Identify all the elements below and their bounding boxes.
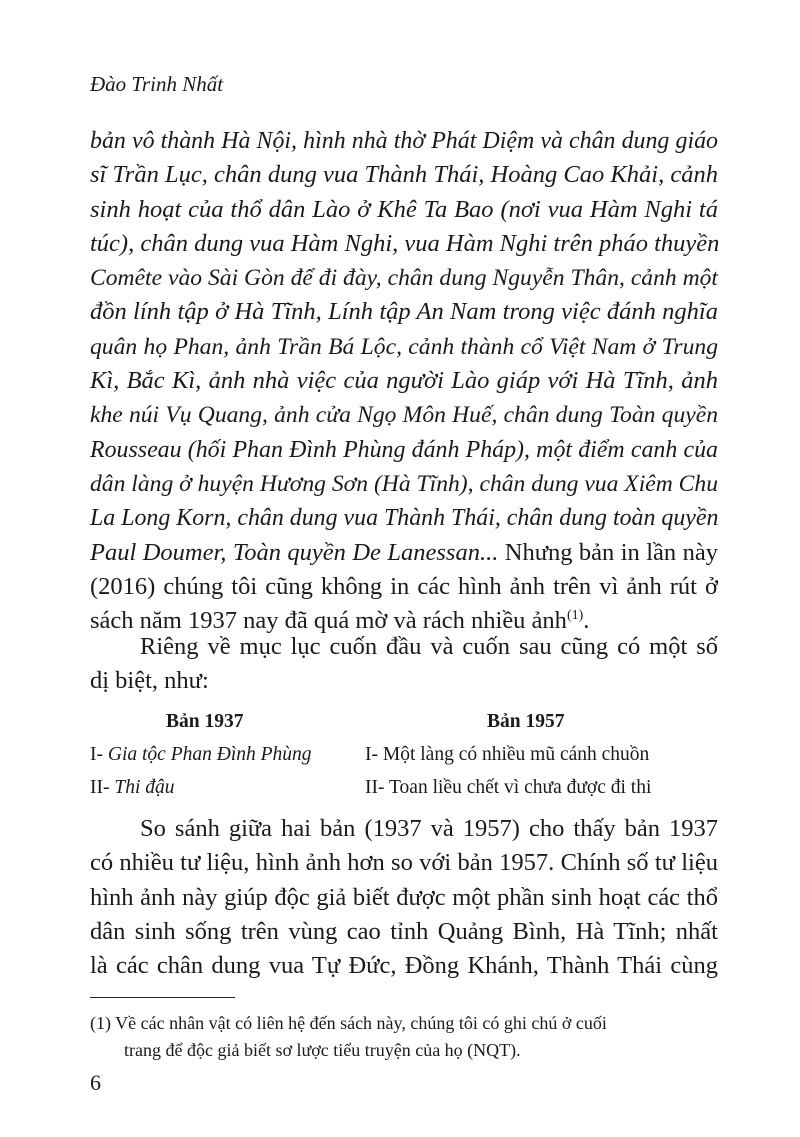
text-line: túc), chân dung vua Hàm Nghi, vua Hàm Nghi trên pháo thuyền	[90, 229, 720, 257]
chapter-title: Thi đậu	[114, 777, 175, 798]
text-line: bản vô thành Hà Nội, hình nhà thờ Phát Diệm và chân dung giáo	[90, 128, 718, 154]
text-line-mixed	[90, 536, 718, 570]
cell-1937	[90, 771, 365, 804]
text-line: có nhiều tư liệu, hình ảnh hơn so với bản 1957. Chính số tư liệu	[90, 849, 718, 877]
text-line: Rousseau (hối Phan Đình Phùng đánh Pháp), một điểm canh của	[90, 436, 718, 463]
footnote	[90, 1010, 730, 1064]
text-line: sĩ Trần Lục, chân dung vua Thành Thái, Hoàng Cao Khải, cảnh	[90, 161, 718, 189]
text-line: hình ảnh này giúp độc giả biết được một phần sinh hoạt các thổ	[90, 883, 718, 911]
comparison-table	[90, 705, 730, 804]
footnote-reference: (1)	[566, 608, 584, 623]
text-line: dân sinh sống trên vùng cao tỉnh Quảng Bình, Hà Tĩnh; nhất	[90, 917, 718, 945]
cell-1937	[90, 738, 365, 771]
paragraph-toc-difference	[90, 630, 718, 699]
chapter-number: II-	[90, 777, 115, 798]
text-line: Riêng về mục lục cuốn đầu và cuốn sau cũng có một số	[140, 633, 718, 660]
text-line: La Long Korn, chân dung vua Thành Thái, chân dung toàn quyền	[90, 505, 719, 532]
text-line: là các chân dung vua Tự Đức, Đồng Khánh, Thành Thái cùng	[90, 952, 718, 980]
text-line: đồn lính tập ở Hà Tĩnh, Lính tập An Nam trong việc đánh nghĩa	[90, 298, 718, 326]
footnote-line: trang để độc giả biết sơ lược tiểu truyện của họ (NQT).	[124, 1040, 521, 1060]
footnote-line	[90, 1010, 730, 1037]
text-line: (2016) chúng tôi cũng không in các hình ảnh trên vì ảnh rút ở	[90, 572, 718, 600]
cell-1957: I- Một làng có nhiều mũ cánh chuồn	[365, 744, 650, 765]
end-punctuation: .	[583, 607, 590, 635]
table-header-row	[90, 705, 730, 738]
chapter-number: I-	[90, 744, 108, 765]
text-line: quân họ Phan, ảnh Trần Bá Lộc, cảnh thành cổ Việt Nam ở Trung	[90, 333, 718, 360]
paragraph-comparison	[90, 812, 718, 983]
paragraph-image-list	[90, 124, 718, 638]
footnote-divider	[90, 997, 235, 998]
chapter-title: Gia tộc Phan Đình Phùng	[107, 744, 312, 765]
footnote-marker: (1)	[90, 1013, 111, 1033]
text-line: dị biệt, như:	[90, 667, 209, 695]
text-segment: sách năm 1937 nay đã quá mờ và rách nhiều ảnh	[90, 607, 567, 635]
text-line: Kì, Bắc Kì, ảnh nhà việc của người Lào giáp với Hà Tĩnh, ảnh	[90, 367, 718, 395]
table-row	[90, 738, 730, 771]
roman-segment: Nhưng bản in lần này	[498, 538, 718, 566]
page-number: 6	[90, 1070, 101, 1095]
cell-1957: II- Toan liều chết vì chưa được đi thi	[365, 777, 652, 798]
text-line: So sánh giữa hai bản (1937 và 1957) cho thấy bản 1937	[140, 815, 718, 842]
footnote-text: Về các nhân vật có liên hệ đến sách này, chúng tôi có ghi chú ở cuối	[111, 1013, 607, 1033]
header-edition-1957: Bản 1957	[487, 711, 565, 732]
text-line: Comête vào Sài Gòn để đi đày, chân dung Nguyễn Thân, cảnh một	[90, 265, 718, 292]
text-line: sinh hoạt của thổ dân Lào ở Khê Ta Bao (nơi vua Hàm Nghi tá	[90, 195, 718, 223]
italic-segment: Paul Doumer, Toàn quyền De Lanessan...	[90, 538, 499, 566]
header-edition-1937: Bản 1937	[166, 711, 244, 732]
text-line: dân làng ở huyện Hương Sơn (Hà Tĩnh), chân dung vua Xiêm Chu	[90, 470, 718, 497]
text-line: khe núi Vụ Quang, ảnh cửa Ngọ Môn Huế, chân dung Toàn quyền	[90, 402, 718, 429]
table-row	[90, 771, 730, 804]
running-head-author: Đào Trinh Nhất	[90, 72, 224, 96]
